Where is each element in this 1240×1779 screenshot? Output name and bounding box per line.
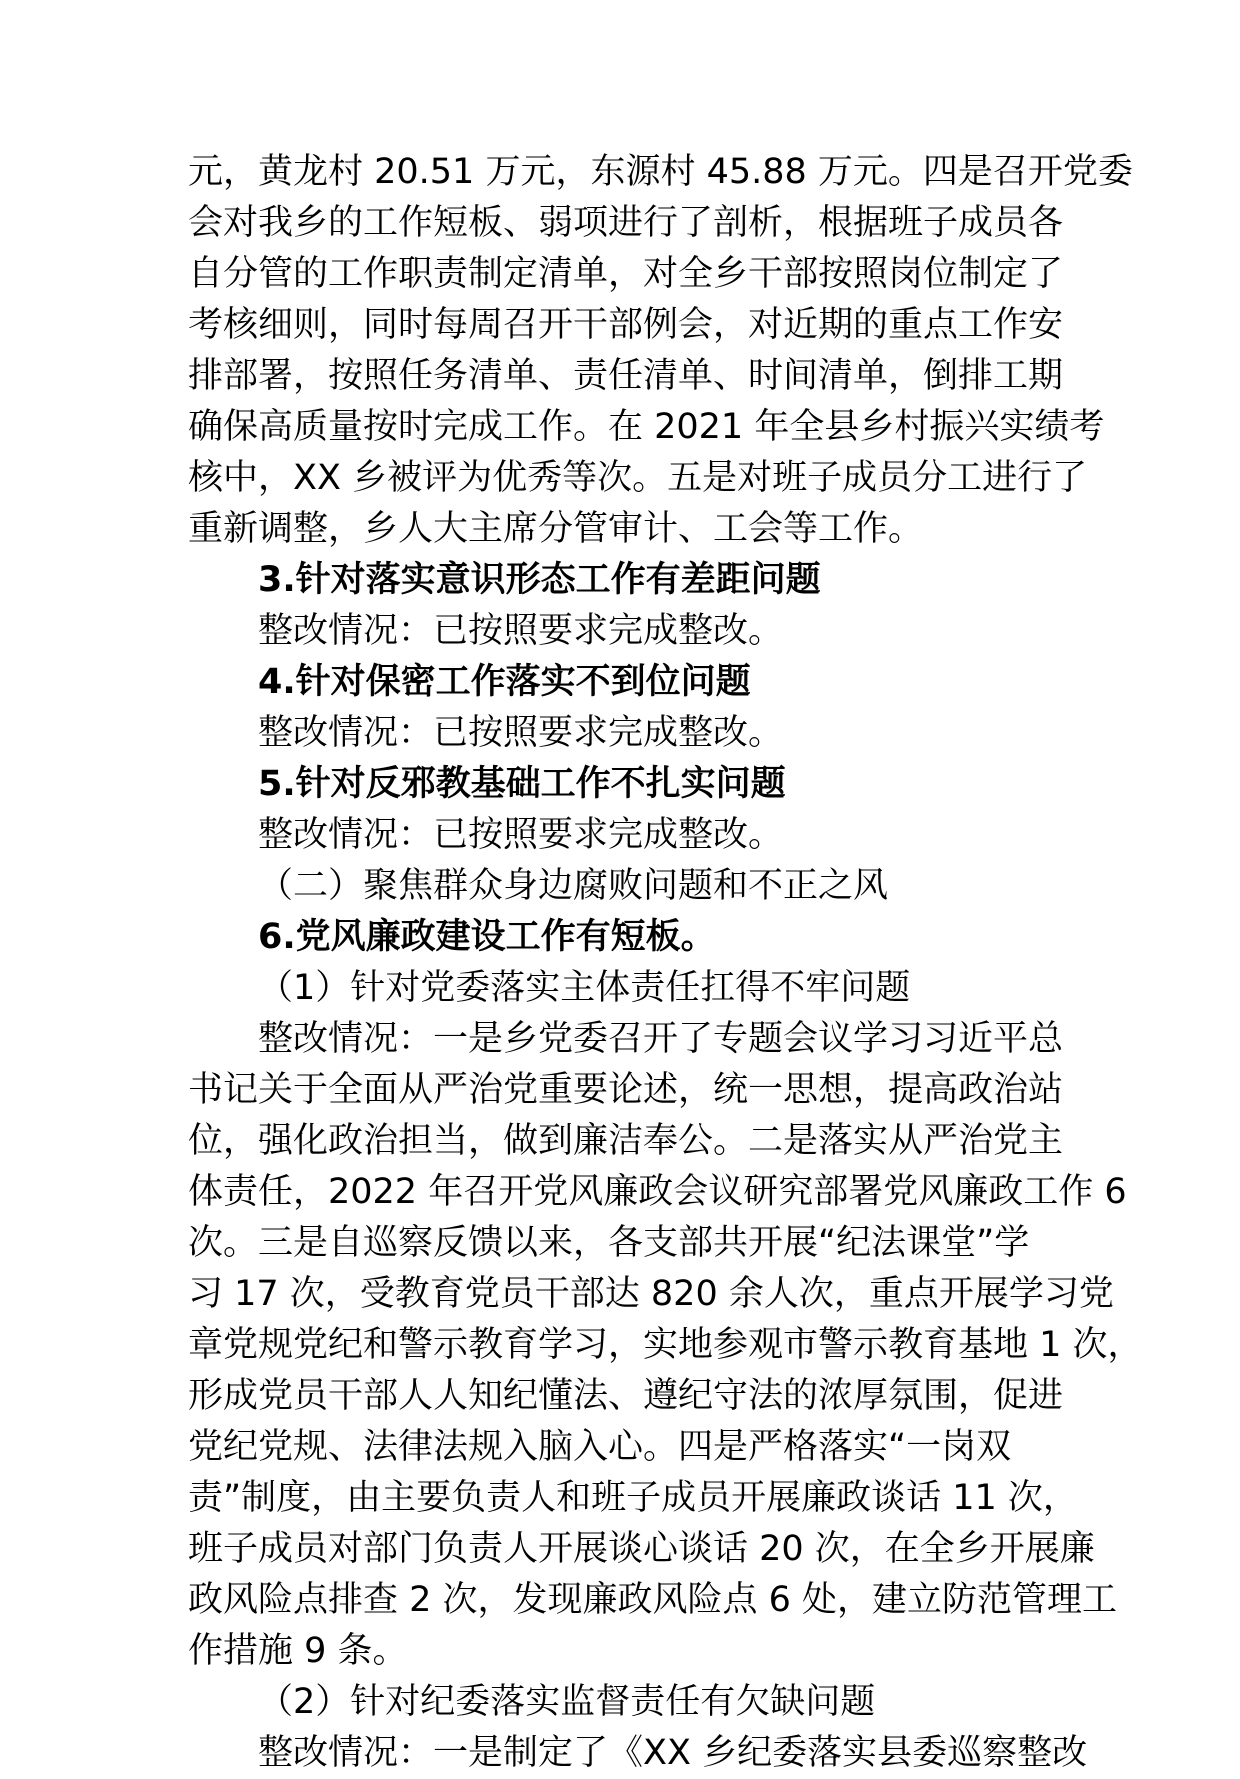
item-6-sub-1-body [188,1014,1143,1677]
item-6-heading: 6.党风廉政建设工作有短板。 [258,917,716,957]
text-line: 排部署，按照任务清单、责任清单、时间清单，倒排工期 [188,356,1064,396]
text-line: 书记关于全面从严治党重要论述，统一思想，提高政治站 [188,1070,1064,1110]
text-line: 整改情况：一是制定了《XX 乡纪委落实县委巡察整改 [258,1733,1088,1773]
text-line: 章党规党纪和警示教育学习，实地参观市警示教育基地 1 次， [188,1325,1143,1365]
text-line: 元，黄龙村 20.51 万元，东源村 45.88 万元。四是召开党委 [188,152,1133,192]
text-line: 习 17 次，受教育党员干部达 820 余人次，重点开展学习党 [188,1274,1114,1314]
item-6-sub-1-title: （1）针对党委落实主体责任扛得不牢问题 [258,968,911,1008]
text-line: 责”制度，由主要负责人和班子成员开展廉政谈话 11 次， [188,1478,1078,1518]
text-line: 核中，XX 乡被评为优秀等次。五是对班子成员分工进行了 [188,458,1088,498]
text-line: 会对我乡的工作短板、弱项进行了剖析，根据班子成员各 [188,203,1064,243]
item-3-status: 整改情况：已按照要求完成整改。 [258,611,784,651]
text-line: 重新调整，乡人大主席分管审计、工会等工作。 [188,509,924,549]
text-line: 确保高质量按时完成工作。在 2021 年全县乡村振兴实绩考 [188,407,1105,447]
item-4-heading: 4.针对保密工作落实不到位问题 [258,662,751,702]
text-line: 位，强化政治担当，做到廉洁奉公。二是落实从严治党主 [188,1121,1064,1161]
text-line: 体责任，2022 年召开党风廉政会议研究部署党风廉政工作 6 [188,1172,1127,1212]
text-line: 次。三是自巡察反馈以来，各支部共开展“纪法课堂”学 [188,1223,1030,1263]
text-line: 形成党员干部人人知纪懂法、遵纪守法的浓厚氛围，促进 [188,1376,1064,1416]
document-page [188,147,1143,1779]
text-line: 作措施 9 条。 [188,1631,408,1671]
item-4-status: 整改情况：已按照要求完成整改。 [258,713,784,753]
item-6-sub-2-title: （2）针对纪委落实监督责任有欠缺问题 [258,1682,876,1722]
paragraph-continued [188,147,1133,555]
section-2-title: （二）聚焦群众身边腐败问题和不正之风 [258,866,889,906]
text-line: 考核细则，同时每周召开干部例会，对近期的重点工作安 [188,305,1064,345]
item-5-status: 整改情况：已按照要求完成整改。 [258,815,784,855]
text-line: 班子成员对部门负责人开展谈心谈话 20 次，在全乡开展廉 [188,1529,1095,1569]
text-line: 自分管的工作职责制定清单，对全乡干部按照岗位制定了 [188,254,1064,294]
item-3-heading: 3.针对落实意识形态工作有差距问题 [258,560,821,600]
text-line: 党纪党规、法律法规入脑入心。四是严格落实“一岗双 [188,1427,1012,1467]
item-5-heading: 5.针对反邪教基础工作不扎实问题 [258,764,786,804]
text-line: 政风险点排查 2 次，发现廉政风险点 6 处，建立防范管理工 [188,1580,1118,1620]
text-line: 整改情况：一是乡党委召开了专题会议学习习近平总 [258,1019,1064,1059]
